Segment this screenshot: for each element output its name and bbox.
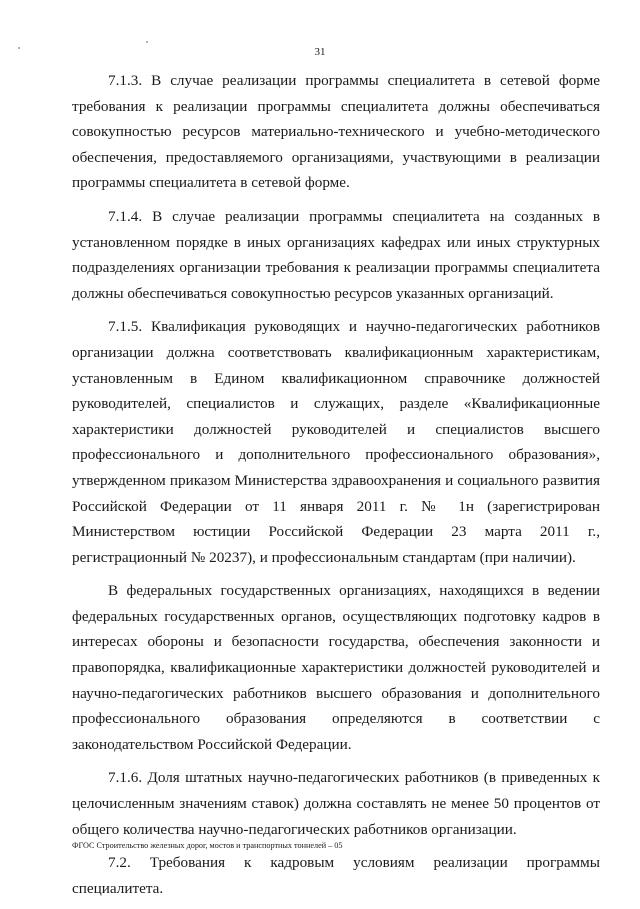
document-footer: ФГОС Строительство железных дорог, мостов и транспортных тоннелей – 05 [72, 841, 343, 850]
paragraph-federal-organizations: В федеральных государственных организациях, находящихся в ведении федеральных государственных органов, осуществляющих подготовку кадров в интересах обороны и безопасности государства, обеспечения законности и правопорядка, квалификационные характеристики должностей руководителей и научно-педагогических работников высшего образования и дополнительного профессионального образования определяются в соответствии с законодательством Российской Федерации. [72, 582, 600, 753]
paragraph-7-1-3: 7.1.3. В случае реализации программы специалитета в сетевой форме требования к реализации программы специалитета должны обеспечиваться совокупностью ресурсов материально-технического и учебно-методического обеспечения, предоставляемого организациями, участвующими в реализации программы специалитета в сетевой форме. [72, 72, 600, 192]
page-number: 31 [314, 46, 326, 58]
paragraph-7-1-4: 7.1.4. В случае реализации программы специалитета на созданных в установленном порядке в иных организациях кафедрах или иных структурных подразделениях организации требования к реализации программы специалитета должны обеспечиваться совокупностью ресурсов указанных организаций. [72, 207, 600, 302]
scan-speck [146, 41, 148, 43]
document-body [72, 68, 600, 909]
paragraph-7-1-5: 7.1.5. Квалификация руководящих и научно-педагогических работников организации должна соответствовать квалификационным характеристикам, установленным в Едином квалификационном справочнике должностей руководителей, специалистов и служащих, разделе «Квалификационные характеристики должностей руководителей и специалистов высшего профессионального и дополнительного профессионального образования», утвержденном приказом Министерства здравоохранения и социального развития Российской Федерации от 11 января 2011 г. № 1н (зарегистрирован Министерством юстиции Российской Федерации 23 марта 2011 г., регистрационный № 20237), и профессиональным стандартам (при наличии). [72, 318, 600, 566]
paragraph-7-1-6: 7.1.6. Доля штатных научно-педагогических работников (в приведенных к целочисленным значениям ставок) должна составлять не менее 50 процентов от общего количества научно-педагогических работников организации. [72, 769, 600, 838]
paragraph-7-2: 7.2. Требования к кадровым условиям реализации программы специалитета. [72, 854, 600, 897]
